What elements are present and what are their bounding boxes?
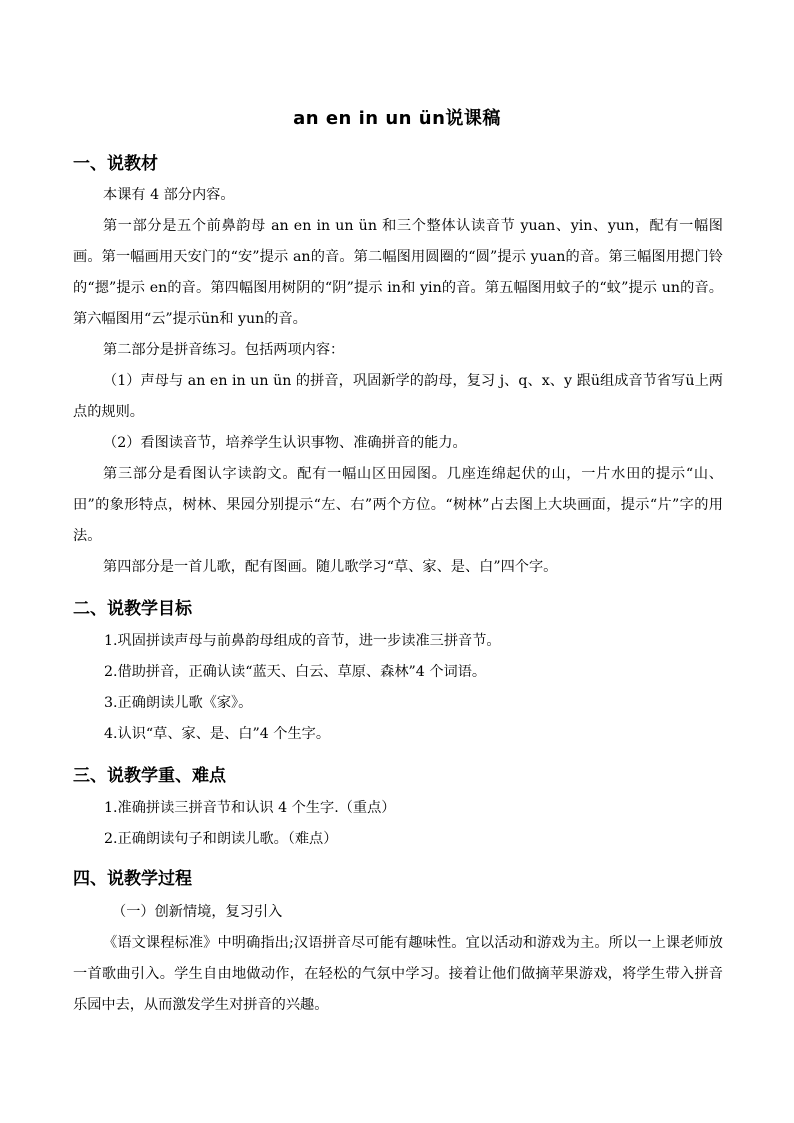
- list-item: 1.准确拼读三拼音节和认识 4 个生字.（重点）: [104, 800, 396, 816]
- paragraph: （2）看图读音节，培养学生认识事物、准确拼音的能力。: [103, 435, 467, 451]
- list-item: 1.巩固拼读声母与前鼻韵母组成的音节，进一步读准三拼音节。: [104, 633, 501, 649]
- paragraph: （1）声母与 an en in un ün 的拼音，巩固新学的韵母，复习 j、q、x、y 跟ü组成音节省写ü上两点的规则。: [73, 373, 723, 420]
- paragraph: 第二部分是拼音练习。包括两项内容：: [103, 342, 345, 358]
- section-heading-1: 一、说教材: [73, 154, 158, 174]
- page-title: an en in un ün说课稿: [293, 108, 501, 129]
- list-item: 2.借助拼音，正确认读“蓝天、白云、草原、森林”4 个词语。: [104, 664, 487, 680]
- paragraph: 本课有 4 部分内容。: [103, 187, 235, 203]
- section-heading-4: 四、说教学过程: [73, 869, 192, 889]
- list-item: 2.正确朗读句子和朗读儿歌。（难点）: [104, 831, 338, 847]
- paragraph: 第一部分是五个前鼻韵母 an en in un ün 和三个整体认读音节 yuan、yin、yun，配有一幅图画。第一幅画用天安门的“安”提示 an的音。第二幅图用圆圈的“圆”提示 yuan的音。第三幅图用摁门铃的“摁”提示 en的音。第四幅图用树阴的“阴”提示 in和 yin的音。第五幅图用蚊子的“蚊”提示 un的音。第六幅图用“云”提示ün和 yun的音。: [73, 218, 723, 327]
- section-heading-3: 三、说教学重、难点: [73, 766, 226, 786]
- subheading: （一）创新情境，复习引入: [112, 904, 283, 920]
- list-item: 4.认识“草、家、是、白”4 个生字。: [104, 726, 331, 742]
- paragraph: 第四部分是一首儿歌，配有图画。随儿歌学习“草、家、是、白”四个字。: [103, 559, 558, 575]
- paragraph: 《语文课程标准》中明确指出;汉语拼音尽可能有趣味性。宜以活动和游戏为主。所以一上课老师放一首歌曲引入。学生自由地做动作，在轻松的气氛中学习。接着让他们做摘苹果游戏，将学生带入拼音乐园中去，从而激发学生对拼音的兴趣。: [73, 935, 723, 1013]
- list-item: 3.正确朗读儿歌《家》。: [104, 695, 253, 711]
- paragraph: 第三部分是看图认字读韵文。配有一幅山区田园图。几座连绵起伏的山，一片水田的提示“山、田”的象形特点，树林、果园分别提示“左、右”两个方位。“树林”占去图上大块画面，提示“片”字的用法。: [73, 466, 723, 544]
- section-heading-2: 二、说教学目标: [73, 599, 192, 619]
